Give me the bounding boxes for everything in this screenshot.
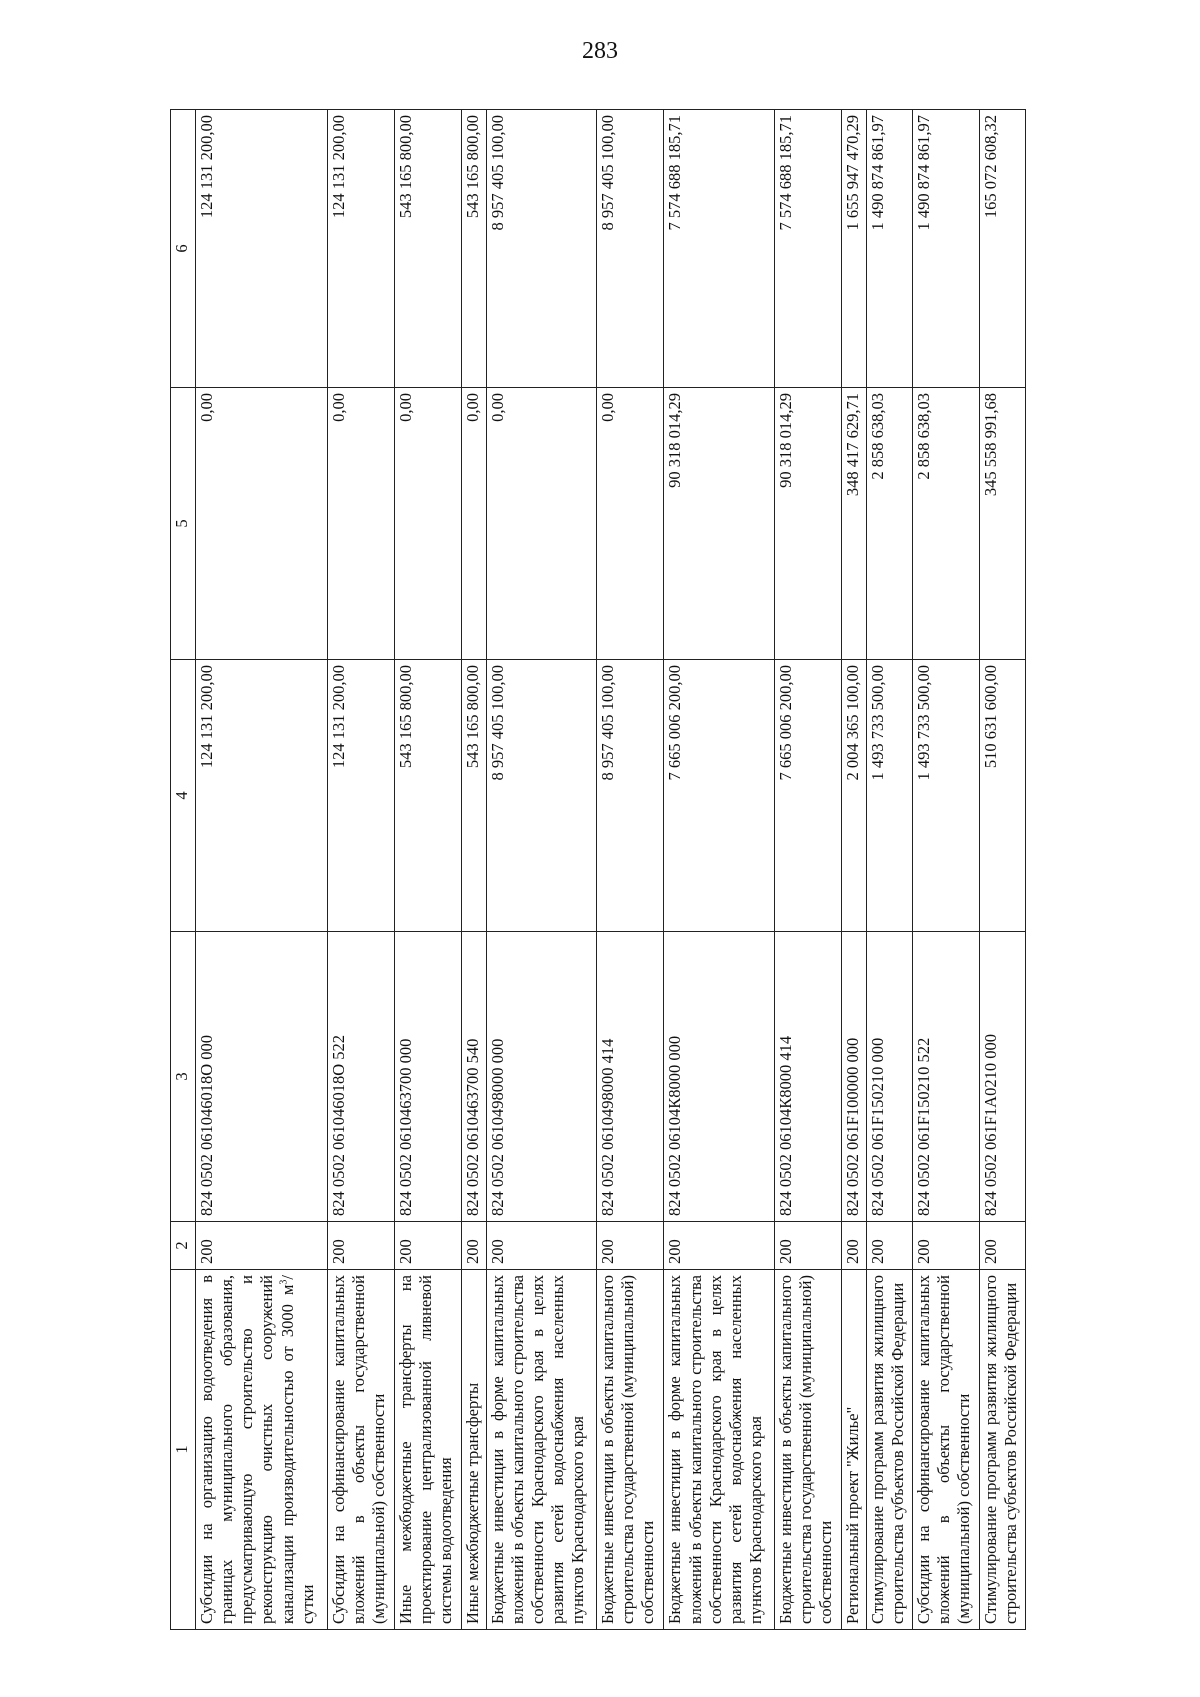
table-row: [774, 110, 841, 1630]
column-header: 2: [171, 1222, 196, 1270]
row-amount-col5: 90 318 014,29: [664, 388, 774, 660]
row-description-text: Бюджетные инвестиции в форме капитальных вложений в объекты капитального строительства собственности Краснодарского края в целях развития сетей водоснабжения населенных пунктов Краснодарского края: [665, 1275, 765, 1624]
row-budget-code: 824 0502 061046018О 000: [196, 932, 328, 1222]
table-row: [597, 110, 664, 1630]
column-header: 5: [171, 388, 196, 660]
row-description: [866, 1270, 912, 1630]
row-amount-col5: 0,00: [394, 388, 461, 660]
column-header: 3: [171, 932, 196, 1222]
row-description: [196, 1270, 328, 1630]
row-col2-value: 200: [196, 1222, 328, 1270]
row-amount-col6: 124 131 200,00: [196, 110, 328, 388]
row-amount-col4: 1 493 733 500,00: [912, 660, 979, 932]
table-row: [327, 110, 394, 1630]
row-description: [912, 1270, 979, 1630]
row-description: [486, 1270, 596, 1630]
row-description-text: Иные межбюджетные трансферты: [463, 1382, 483, 1624]
row-amount-col4: 543 165 800,00: [462, 660, 487, 932]
rotated-table-container: [170, 110, 1026, 1630]
row-amount-col6: 7 574 688 185,71: [664, 110, 774, 388]
table-row: [394, 110, 461, 1630]
row-col2-value: 200: [327, 1222, 394, 1270]
row-amount-col5: 0,00: [462, 388, 487, 660]
row-description: [979, 1270, 1025, 1630]
row-amount-col4: 124 131 200,00: [196, 660, 328, 932]
page-number: 283: [582, 38, 618, 64]
row-amount-col6: 1 490 874 861,97: [912, 110, 979, 388]
row-amount-col5: 348 417 629,71: [841, 388, 866, 660]
row-amount-col6: 543 165 800,00: [462, 110, 487, 388]
row-description-text: Субсидии на организацию водоотведения в границах муниципального образования, предусматривающую строительство и реконструкцию очистных сооружений канализации производительностью от 3000 м: [197, 1275, 297, 1624]
table-row: [841, 110, 866, 1630]
row-description-text: Стимулирование программ развития жилищного строительства субъектов Российской Федерации: [980, 1275, 1021, 1624]
row-amount-col4: 510 631 600,00: [979, 660, 1025, 932]
row-budget-code: 824 0502 0610463700 540: [462, 932, 487, 1222]
row-description-text: Бюджетные инвестиции в форме капитальных вложений в объекты капитального строительства собственности Краснодарского края в целях развития сетей водоснабжения населенных пунктов Краснодарского края: [487, 1275, 588, 1624]
column-header: 6: [171, 110, 196, 388]
row-col2-value: 200: [394, 1222, 461, 1270]
row-budget-code: 824 0502 0610498000 000: [486, 932, 596, 1222]
row-description: [394, 1270, 461, 1630]
table-row: [664, 110, 774, 1630]
row-col2-value: 200: [462, 1222, 487, 1270]
row-description-text: Бюджетные инвестиции в объекты капитального строительства государственной (муниципальной) собственности: [775, 1275, 835, 1624]
row-amount-col6: 8 957 405 100,00: [486, 110, 596, 388]
row-budget-code: 824 0502 061F150210 000: [866, 932, 912, 1222]
row-col2-value: 200: [486, 1222, 596, 1270]
row-amount-col4: 8 957 405 100,00: [486, 660, 596, 932]
row-amount-col5: 0,00: [486, 388, 596, 660]
table-header-row: [171, 110, 196, 1630]
row-budget-code: 824 0502 061F150210 522: [912, 932, 979, 1222]
column-header: 1: [171, 1270, 196, 1630]
row-amount-col5: 0,00: [597, 388, 664, 660]
row-col2-value: 200: [979, 1222, 1025, 1270]
row-amount-col4: 7 665 006 200,00: [664, 660, 774, 932]
row-amount-col6: 8 957 405 100,00: [597, 110, 664, 388]
budget-table: [170, 109, 1026, 1630]
column-header: 4: [171, 660, 196, 932]
table-row: [979, 110, 1025, 1630]
row-amount-col4: 543 165 800,00: [394, 660, 461, 932]
row-budget-code: 824 0502 0610498000 414: [597, 932, 664, 1222]
superscript: 3: [278, 1279, 289, 1285]
row-col2-value: 200: [774, 1222, 841, 1270]
row-col2-value: 200: [664, 1222, 774, 1270]
table-row: [462, 110, 487, 1630]
row-budget-code: 824 0502 061F100000 000: [841, 932, 866, 1222]
row-description: [462, 1270, 487, 1630]
row-col2-value: 200: [912, 1222, 979, 1270]
row-description: [327, 1270, 394, 1630]
row-amount-col4: 1 493 733 500,00: [866, 660, 912, 932]
row-col2-value: 200: [841, 1222, 866, 1270]
row-budget-code: 824 0502 06104К8000 414: [774, 932, 841, 1222]
table-row: [196, 110, 328, 1630]
row-amount-col5: 0,00: [196, 388, 328, 660]
row-budget-code: 824 0502 061F1A0210 000: [979, 932, 1025, 1222]
row-amount-col6: 1 655 947 470,29: [841, 110, 866, 388]
row-amount-col4: 2 004 365 100,00: [841, 660, 866, 932]
row-amount-col6: 165 072 608,32: [979, 110, 1025, 388]
row-description: [597, 1270, 664, 1630]
row-description: [841, 1270, 866, 1630]
row-amount-col6: 543 165 800,00: [394, 110, 461, 388]
row-amount-col5: 345 558 991,68: [979, 388, 1025, 660]
row-description-text: Субсидии на софинансирование капитальных вложений в объекты государственной (муниципальной) собственности: [328, 1275, 388, 1624]
row-amount-col4: 8 957 405 100,00: [597, 660, 664, 932]
row-description-text: Иные межбюджетные трансферты на проектирование централизованной ливневой системы водоотведения: [395, 1275, 456, 1624]
row-amount-col4: 7 665 006 200,00: [774, 660, 841, 932]
row-budget-code: 824 0502 0610463700 000: [394, 932, 461, 1222]
row-description-text: Субсидии на софинансирование капитальных вложений в объекты государственной (муниципальной) собственности: [913, 1275, 973, 1624]
row-description-text: Бюджетные инвестиции в объекты капитального строительства государственной (муниципальной) собственности: [598, 1275, 658, 1624]
row-amount-col5: 90 318 014,29: [774, 388, 841, 660]
row-amount-col6: 7 574 688 185,71: [774, 110, 841, 388]
row-amount-col6: 124 131 200,00: [327, 110, 394, 388]
row-amount-col5: 2 858 638,03: [912, 388, 979, 660]
row-col2-value: 200: [866, 1222, 912, 1270]
table-row: [866, 110, 912, 1630]
row-amount-col5: 2 858 638,03: [866, 388, 912, 660]
row-budget-code: 824 0502 06104К8000 000: [664, 932, 774, 1222]
row-description-tail: /сутки: [277, 1275, 317, 1624]
row-description-text: Стимулирование программ развития жилищного строительства субъектов Российской Федерации: [867, 1275, 907, 1624]
table-row: [912, 110, 979, 1630]
row-budget-code: 824 0502 061046018О 522: [327, 932, 394, 1222]
row-col2-value: 200: [597, 1222, 664, 1270]
table-row: [486, 110, 596, 1630]
row-description: [664, 1270, 774, 1630]
row-amount-col5: 0,00: [327, 388, 394, 660]
row-description: [774, 1270, 841, 1630]
row-amount-col4: 124 131 200,00: [327, 660, 394, 932]
row-description-text: Региональный проект "Жилье": [842, 1406, 862, 1624]
row-amount-col6: 1 490 874 861,97: [866, 110, 912, 388]
